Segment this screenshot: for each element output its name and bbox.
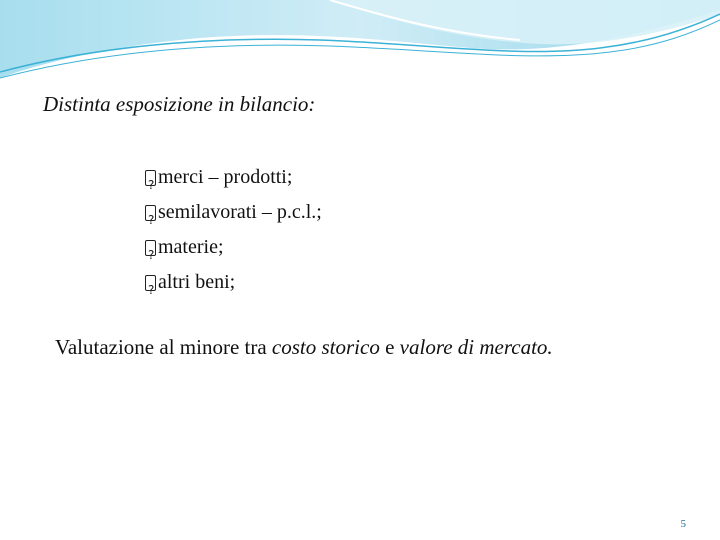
list-item — [145, 265, 322, 300]
statement-term-historical-cost: costo storico — [271, 335, 380, 359]
page-number: 5 — [680, 518, 686, 530]
list-item — [145, 230, 322, 265]
statement-term-market-value: valore di mercato — [399, 335, 548, 359]
list-item-label: materie; — [158, 236, 224, 258]
list-item — [145, 160, 322, 195]
list-item — [145, 195, 322, 230]
bullet-icon — [145, 275, 156, 291]
bullet-icon — [145, 240, 156, 256]
bullet-icon — [145, 170, 156, 186]
list-item-label: semilavorati – p.c.l.; — [158, 201, 322, 223]
bullet-icon — [145, 205, 156, 221]
statement-middle: e — [379, 335, 400, 359]
header-wave-decoration — [0, 0, 720, 90]
slide-title: Distinta esposizione in bilancio: — [43, 92, 316, 116]
bullet-list — [145, 160, 322, 300]
list-item-label: altri beni; — [158, 271, 236, 293]
statement-suffix: . — [547, 335, 553, 359]
statement-prefix: Valutazione al minore tra — [55, 335, 272, 359]
list-item-label: merci – prodotti; — [158, 166, 293, 188]
valuation-statement — [55, 335, 553, 360]
